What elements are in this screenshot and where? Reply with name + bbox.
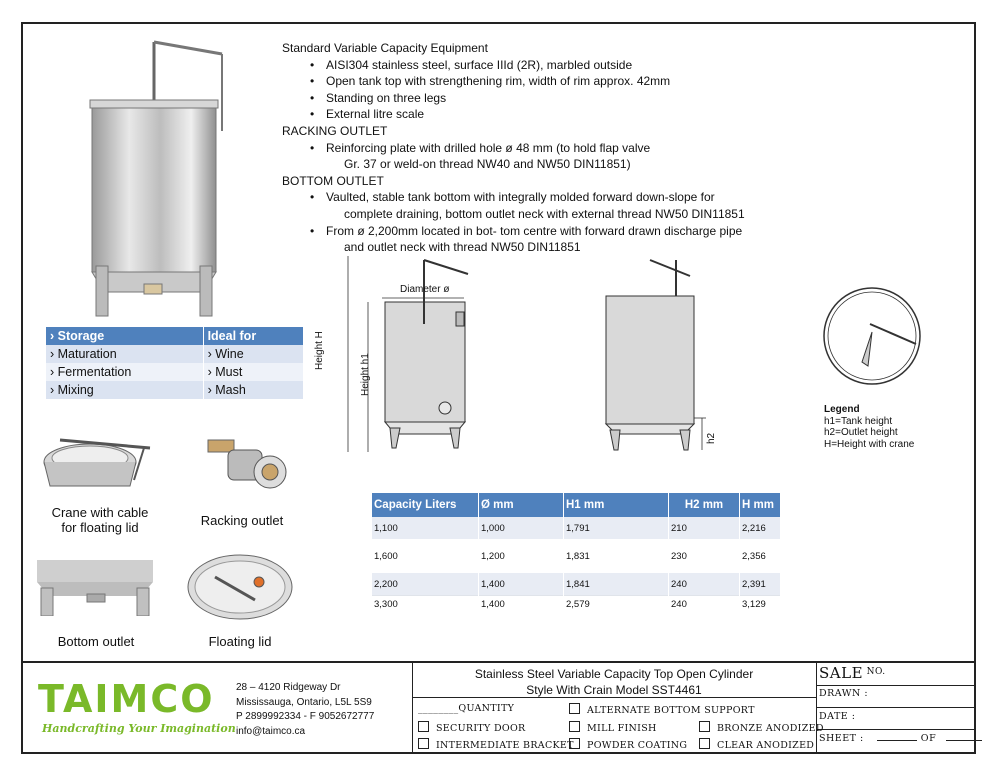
- no-text: NO.: [866, 667, 886, 677]
- option-label: POWDER COATING: [587, 740, 688, 751]
- crane-label-line: for floating lid: [61, 520, 139, 535]
- quantity-field[interactable]: ________QUANTITY: [418, 703, 515, 714]
- checkbox[interactable]: [418, 721, 429, 732]
- table-cell: 1,831: [564, 539, 669, 573]
- table-cell: 2,200: [372, 573, 479, 596]
- address-line: Mississauga, Ontario, L5L 5S9: [236, 696, 372, 708]
- spec-heading: Standard Variable Capacity Equipment: [282, 41, 488, 55]
- table-cell: 1,200: [479, 539, 564, 573]
- drawing-title: [412, 666, 816, 698]
- bottom-line: complete draining, bottom outlet neck with external thread NW50 DIN11851: [344, 206, 745, 221]
- table-cell: 1,000: [479, 517, 564, 539]
- table-cell: 1,841: [564, 573, 669, 596]
- racking-heading: RACKING OUTLET: [282, 123, 388, 138]
- option-label: INTERMEDIATE BRACKET: [436, 740, 574, 751]
- bottom-line: • From ø 2,200mm located in bot- tom centre with forward drawn discharge pipe: [282, 223, 782, 240]
- storage-cell: › Mixing: [46, 381, 203, 399]
- checkbox[interactable]: [569, 721, 580, 732]
- sheet-label: [819, 733, 982, 744]
- logo-text: TAIMCO: [38, 677, 215, 721]
- storage-cell: › Maturation: [46, 345, 203, 363]
- table-cell: 3,129: [740, 596, 781, 613]
- option-label: CLEAR ANODIZED: [717, 740, 815, 751]
- spec-bullet: • External litre scale: [282, 106, 782, 123]
- bottom-line: and outlet neck with thread NW50 DIN11851: [344, 240, 581, 255]
- height-h1-label: Height h1: [360, 353, 371, 396]
- address-line: P 2899992334 - F 9052672777: [236, 711, 375, 722]
- table-cell: 210: [669, 517, 740, 539]
- option-label: SECURITY DOOR: [436, 723, 526, 734]
- crane-photo: [40, 430, 158, 500]
- height-h-label: Height H: [314, 331, 325, 370]
- checkbox[interactable]: [569, 738, 580, 749]
- table-cell: 1,100: [372, 517, 479, 539]
- racking-photo: [200, 430, 290, 500]
- security-door-option[interactable]: [418, 721, 526, 734]
- title-line: Stainless Steel Variable Capacity Top Open Cylinder: [474, 667, 754, 681]
- legend-item: h2=Outlet height: [824, 427, 898, 438]
- table-cell: 1,400: [479, 596, 564, 613]
- of-blank[interactable]: [946, 740, 982, 741]
- mill-finish-option[interactable]: [569, 721, 657, 734]
- of-text: OF: [920, 733, 937, 744]
- option-label: MILL FINISH: [587, 723, 657, 734]
- legend-item: H=Height with crane: [824, 438, 915, 450]
- bottom-heading: BOTTOM OUTLET: [282, 173, 384, 188]
- quantity-label: QUANTITY: [458, 703, 515, 714]
- legend-title: Legend: [824, 404, 860, 415]
- table-cell: 1,600: [372, 539, 479, 573]
- clear-option[interactable]: [699, 738, 814, 751]
- spec-text: [282, 40, 782, 256]
- table-cell: 2,579: [564, 596, 669, 613]
- table-cell: 2,391: [740, 573, 781, 596]
- checkbox[interactable]: [569, 703, 580, 714]
- spec-bullet: • Standing on three legs: [282, 90, 782, 107]
- sale-label: [819, 664, 886, 682]
- crane-label-line: Crane with cable: [51, 505, 149, 520]
- sheet-blank[interactable]: [877, 740, 917, 741]
- bottom-line: • Vaulted, stable tank bottom with integrally molded forward down-slope for: [282, 189, 782, 206]
- address-line: info@taimco.ca: [236, 725, 306, 737]
- racking-label: Racking outlet: [200, 513, 284, 528]
- table-cell: 2,216: [740, 517, 781, 539]
- h2-label: h2: [706, 432, 717, 444]
- divider: [816, 707, 976, 708]
- alt-bottom-option[interactable]: [569, 703, 755, 716]
- table-cell: 1,400: [479, 573, 564, 596]
- ideal-cell: › Mash: [203, 381, 303, 399]
- tank-drawing-top: [820, 284, 930, 394]
- storage-table: [46, 327, 303, 399]
- sale-text: SALE: [819, 664, 864, 682]
- address: [236, 681, 374, 739]
- divider: [816, 729, 976, 730]
- bottom-outlet-label: Bottom outlet: [57, 634, 135, 649]
- spec-bullet: • AISI304 stainless steel, surface IIId (2R), marbled outside: [282, 57, 782, 74]
- legend-item: h1=Tank height: [824, 415, 893, 427]
- bottom-outlet-photo: [37, 560, 153, 616]
- option-label: BRONZE ANODIZED: [717, 723, 824, 734]
- intermediate-option[interactable]: [418, 738, 574, 751]
- drawn-label: DRAWN :: [819, 688, 869, 699]
- table-cell: 240: [669, 596, 740, 613]
- checkbox[interactable]: [699, 738, 710, 749]
- floating-lid-photo: [185, 552, 295, 622]
- crane-label: [30, 505, 170, 535]
- capacity-table: [371, 493, 780, 612]
- divider: [816, 685, 976, 686]
- capacity-header: Capacity Liters: [372, 493, 479, 517]
- table-cell: 2,356: [740, 539, 781, 573]
- storage-header: › Storage: [46, 327, 203, 345]
- tank-photo: [84, 36, 244, 326]
- date-label: DATE :: [819, 711, 856, 722]
- address-line: 28 – 4120 Ridgeway Dr: [236, 682, 341, 693]
- table-cell: 240: [669, 573, 740, 596]
- checkbox[interactable]: [699, 721, 710, 732]
- tank-drawing-side: [600, 252, 720, 462]
- h-header: H mm: [740, 493, 781, 517]
- racking-line: • Reinforcing plate with drilled hole ø 48 mm (to hold flap valve: [282, 140, 782, 157]
- ideal-cell: › Must: [203, 363, 303, 381]
- sheet-text: SHEET :: [819, 733, 864, 744]
- legend: [824, 404, 914, 450]
- diameter-header: Ø mm: [479, 493, 564, 517]
- h1-header: H1 mm: [564, 493, 669, 517]
- table-cell: 230: [669, 539, 740, 573]
- h2-header: H2 mm: [669, 493, 740, 517]
- spec-bullet: • Open tank top with strengthening rim, width of rim approx. 42mm: [282, 73, 782, 90]
- company-logo: [38, 677, 215, 721]
- storage-cell: › Fermentation: [46, 363, 203, 381]
- table-cell: 3,300: [372, 596, 479, 613]
- bronze-option[interactable]: [699, 721, 824, 734]
- table-cell: 1,791: [564, 517, 669, 539]
- ideal-cell: › Wine: [203, 345, 303, 363]
- diameter-label: Diameter ø: [400, 284, 450, 295]
- powder-option[interactable]: [569, 738, 687, 751]
- ideal-header: Ideal for: [203, 327, 303, 345]
- checkbox[interactable]: [418, 738, 429, 749]
- tagline: Handcrafting Your Imagination: [42, 722, 236, 735]
- racking-line: Gr. 37 or weld-on thread NW40 and NW50 DIN11851): [344, 157, 631, 172]
- option-label: ALTERNATE BOTTOM SUPPORT: [587, 705, 755, 716]
- floating-lid-label: Floating lid: [208, 634, 272, 649]
- title-line: Style With Crain Model SST4461: [526, 683, 702, 697]
